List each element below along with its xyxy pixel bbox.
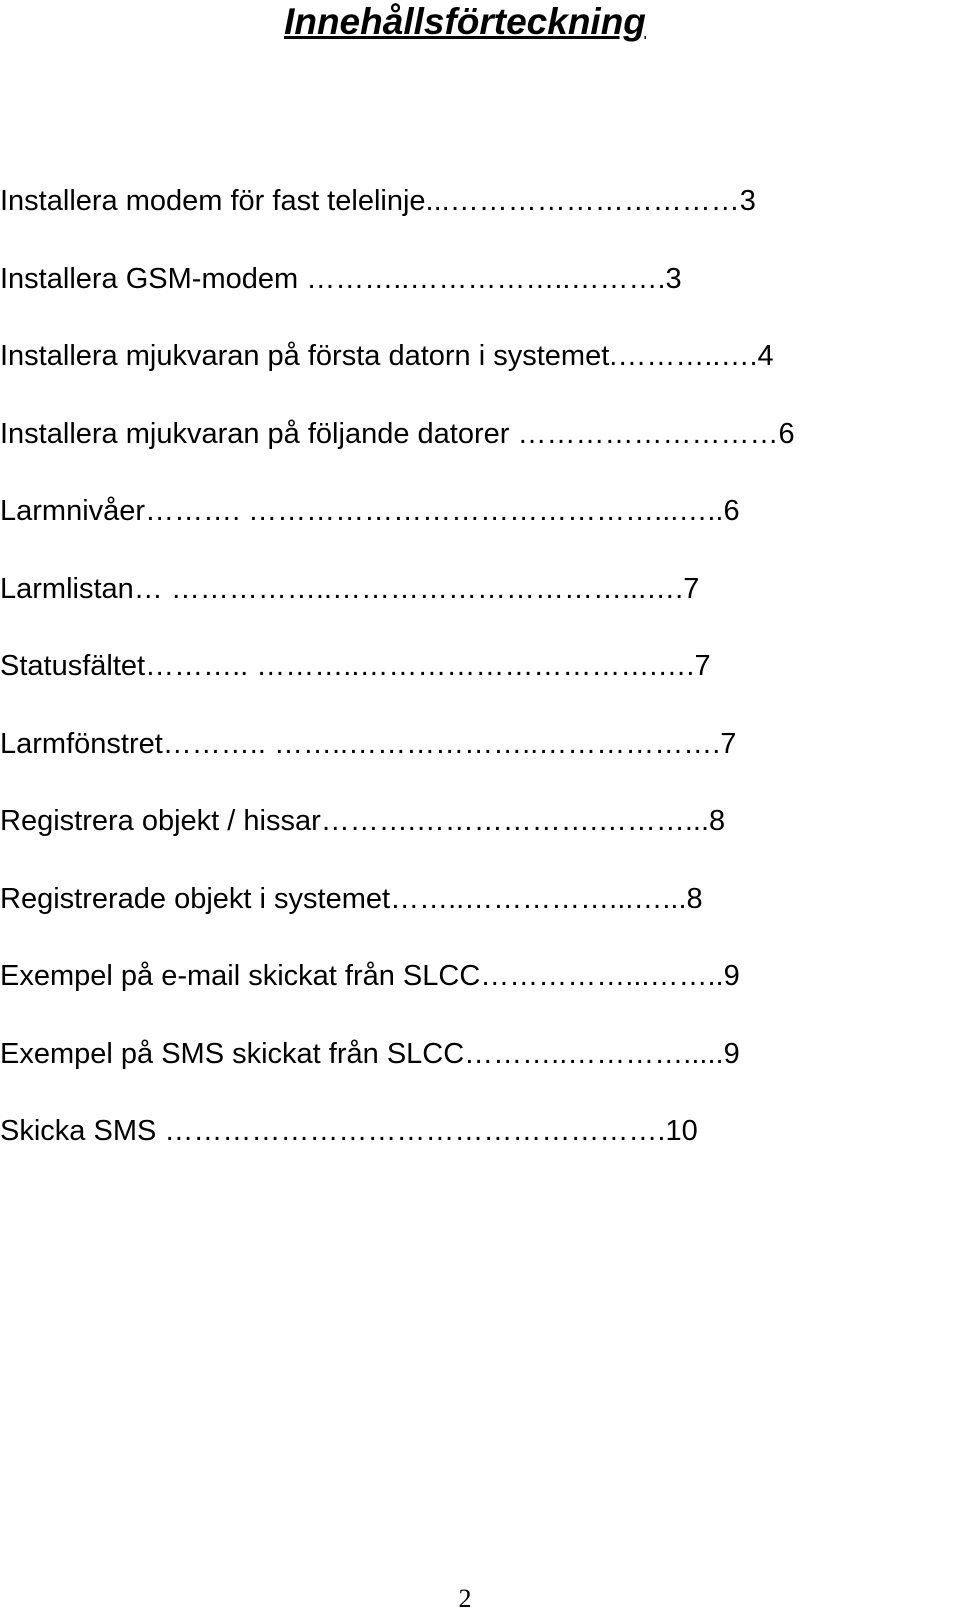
toc-entry-leader: ……………………… bbox=[509, 417, 779, 450]
toc-entry[interactable] bbox=[0, 1109, 958, 1187]
toc-entry-page: 9 bbox=[723, 1037, 740, 1070]
toc-entry[interactable] bbox=[0, 334, 958, 412]
toc-entry[interactable] bbox=[0, 722, 958, 800]
toc-entry-title: Installera mjukvaran på första datorn i systemet bbox=[0, 340, 610, 372]
toc-entry-page: 10 bbox=[665, 1115, 698, 1147]
toc-entry-title: Registrerade objekt i systemet bbox=[0, 882, 391, 915]
toc-entry-leader: ……………………………………………. bbox=[156, 1115, 666, 1147]
toc-entry-page: 3 bbox=[665, 262, 682, 295]
toc-entry-title: Exempel på e-mail skickat från SLCC bbox=[0, 960, 481, 992]
toc-entry-leader: .………..…. bbox=[609, 340, 758, 372]
toc-entry-leader: ……….……………….………... bbox=[320, 805, 710, 837]
page-number: 2 bbox=[458, 1584, 472, 1613]
toc-entry-leader: ……….. ……..………………..………………. bbox=[162, 727, 721, 760]
toc-entry-page: 3 bbox=[739, 185, 756, 217]
toc-entry[interactable] bbox=[0, 1032, 958, 1110]
toc-entry[interactable] bbox=[0, 567, 958, 645]
toc-entry-leader: … ……………..…………………………...…. bbox=[133, 572, 684, 605]
toc-entry-title: Installera mjukvaran på följande datorer bbox=[0, 417, 510, 450]
toc-entry-leader: ………..…………..... bbox=[464, 1037, 724, 1070]
toc-entry-page: 9 bbox=[723, 960, 740, 992]
toc-entry[interactable] bbox=[0, 257, 958, 335]
toc-entry-title: Skicka SMS bbox=[0, 1115, 157, 1147]
toc-entry-page: 4 bbox=[757, 340, 774, 372]
toc-entry-page: 7 bbox=[720, 727, 737, 760]
toc-entry-title: Larmfönstret bbox=[0, 727, 163, 760]
toc-entry-page: 6 bbox=[723, 495, 740, 527]
toc-entry[interactable] bbox=[0, 954, 958, 1032]
toc-entry[interactable] bbox=[0, 489, 958, 567]
toc-entry-page: 7 bbox=[694, 650, 711, 682]
toc-entry-title: Registrera objekt / hissar bbox=[0, 805, 321, 837]
toc-entry-page: 8 bbox=[686, 882, 703, 915]
table-of-contents bbox=[0, 179, 958, 1187]
toc-entry[interactable] bbox=[0, 877, 958, 955]
toc-entry[interactable] bbox=[0, 179, 958, 257]
toc-entry-title: Installera GSM-modem bbox=[0, 262, 299, 295]
toc-entry-leader: ………..……………..………. bbox=[298, 262, 666, 295]
toc-entry-title: Larmlistan bbox=[0, 572, 134, 605]
toc-entry[interactable] bbox=[0, 412, 958, 490]
toc-entry-leader: ……..……………...…... bbox=[390, 882, 687, 915]
toc-entry-page: 8 bbox=[709, 805, 726, 837]
toc-entry-page: 6 bbox=[778, 417, 795, 450]
toc-entry-leader: ...………………………… bbox=[425, 185, 740, 217]
toc-entry[interactable] bbox=[0, 799, 958, 877]
toc-entry-leader: ………. ……………………………………...….. bbox=[145, 495, 724, 527]
toc-entry-title: Exempel på SMS skickat från SLCC bbox=[0, 1037, 465, 1070]
toc-entry-page: 7 bbox=[683, 572, 700, 605]
document-title: Innehållsförteckning bbox=[284, 1, 646, 42]
toc-entry-title: Larmnivåer bbox=[0, 495, 146, 527]
toc-entry-title: Statusfältet bbox=[0, 650, 146, 682]
toc-entry-leader: ……….. ………..………………………….…. bbox=[145, 650, 695, 682]
toc-entry-leader: ……………...…….. bbox=[480, 960, 724, 992]
toc-entry[interactable] bbox=[0, 644, 958, 722]
toc-entry-title: Installera modem för fast telelinje bbox=[0, 185, 426, 217]
